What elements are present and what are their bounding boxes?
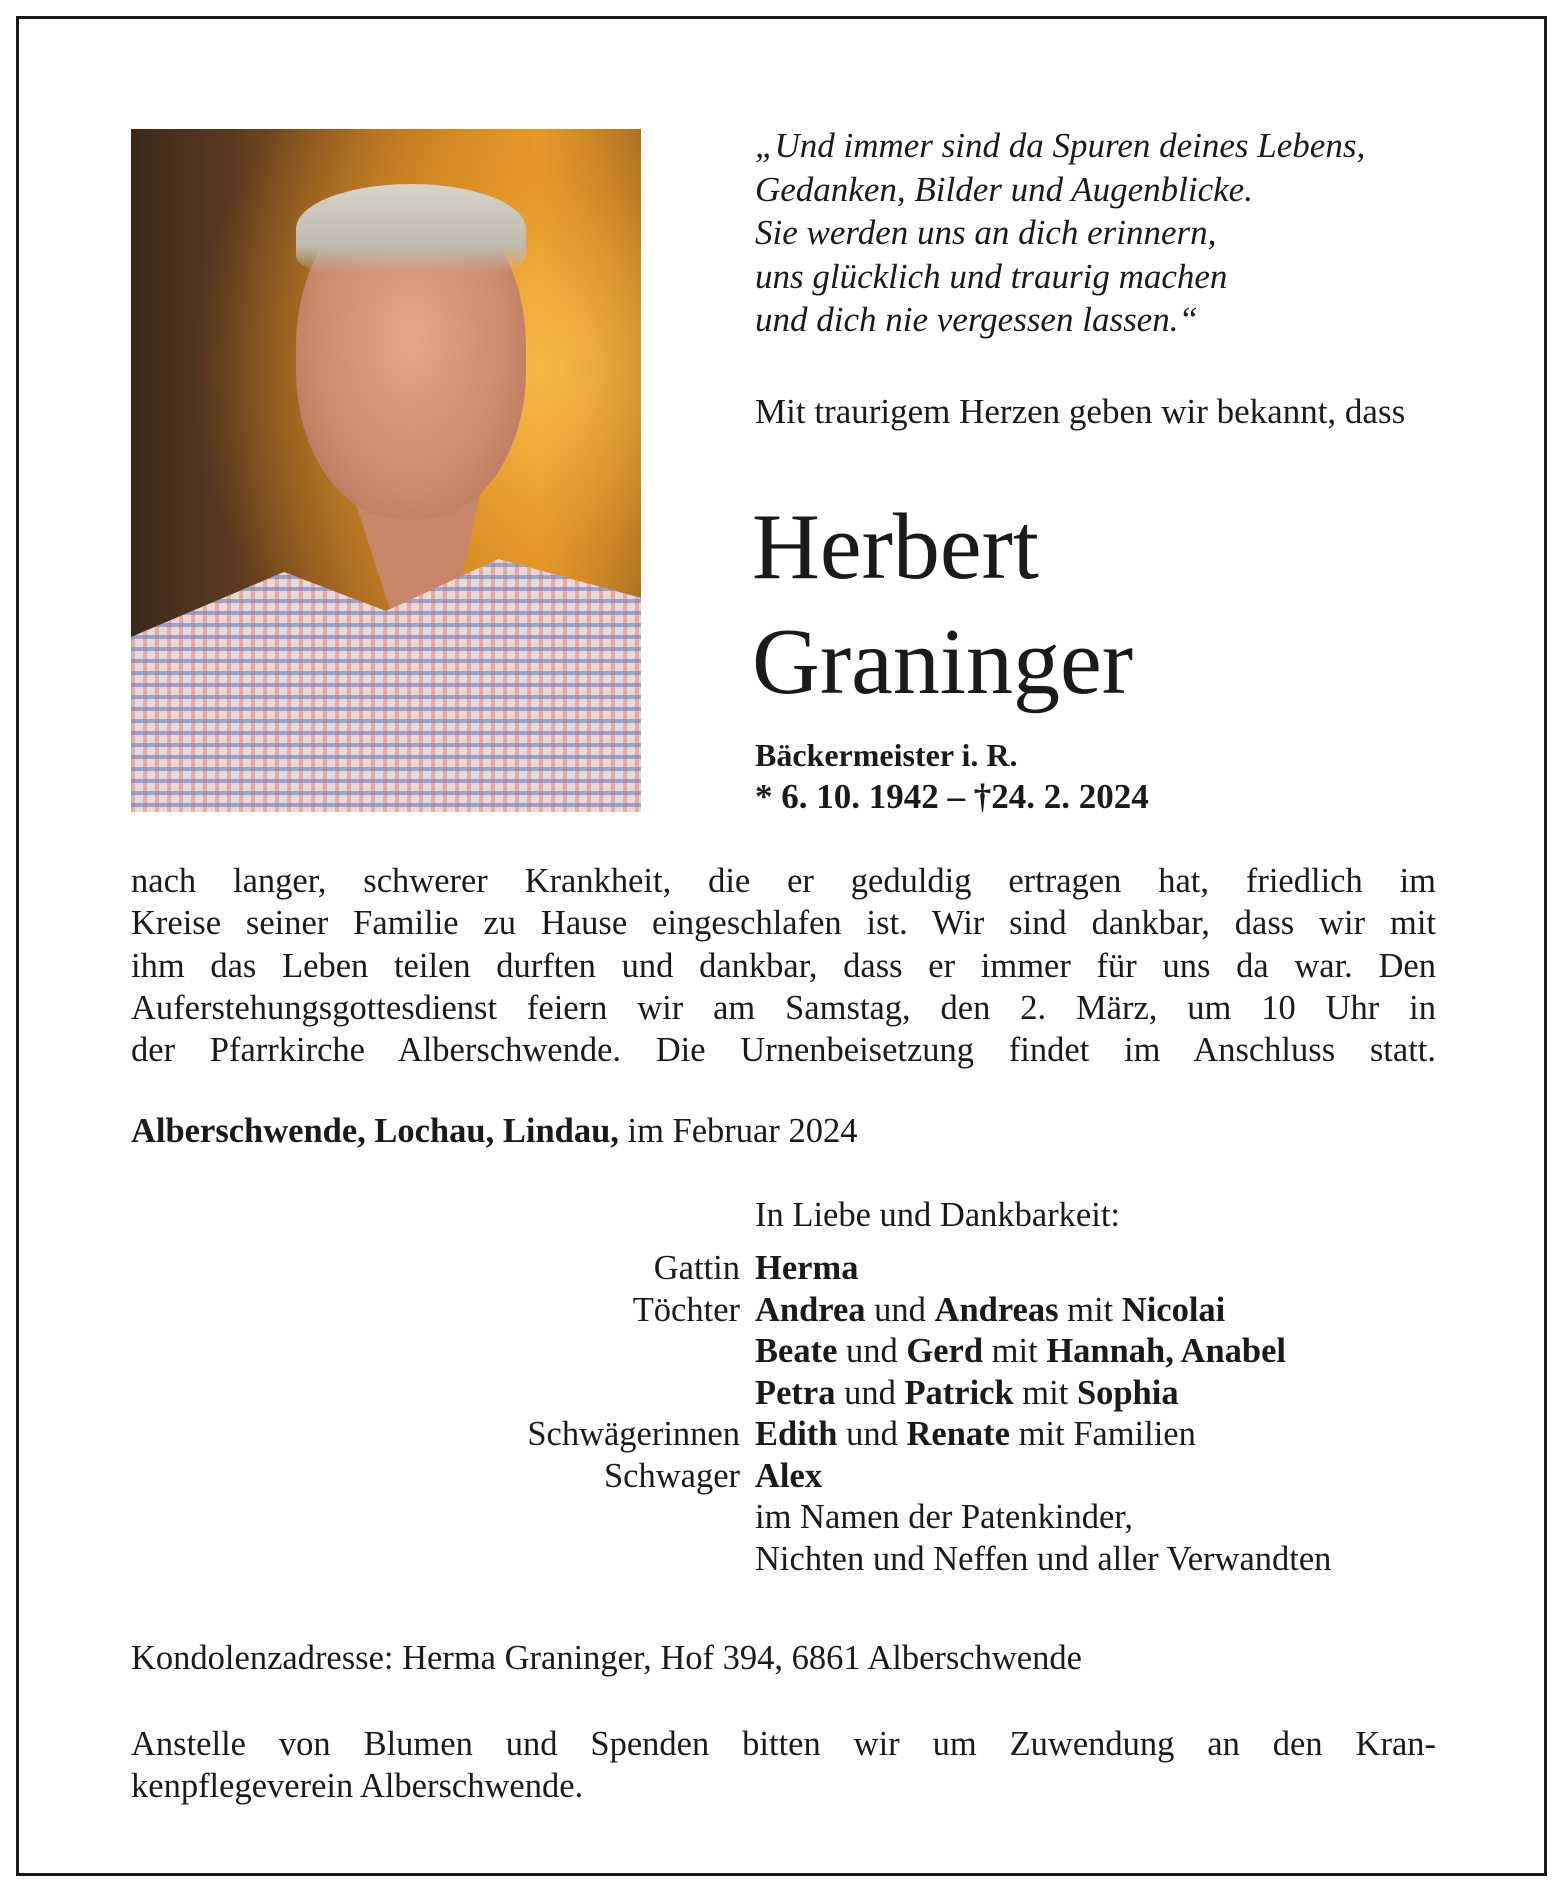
relatives [755, 1456, 822, 1498]
connector-text: und [837, 1332, 907, 1370]
connector-text: mit [1058, 1290, 1122, 1329]
relative-name: Andreas [934, 1290, 1059, 1329]
connector-text: und [865, 1290, 935, 1329]
family-row [131, 1414, 1531, 1456]
profession: Bäckermeister i. R. [755, 737, 1018, 773]
relative-name: Edith [755, 1415, 838, 1453]
relative-name: Nicolai [1121, 1290, 1226, 1329]
connector-text: und [835, 1373, 905, 1412]
body-line: Auferstehungsgottesdienst feiern wir am Samstag, den 2. März, um 10 Uhr in [131, 988, 1436, 1027]
quote-line: „Und immer sind da Spuren deines Lebens, [755, 126, 1366, 165]
body-line: der Pfarrkirche Alberschwende. Die Urnenbeisetzung findet im Anschluss statt. [131, 1031, 1436, 1070]
relative-name: Petra [755, 1373, 836, 1412]
body-line: ihm das Leben teilen durften und dankbar, dass er immer für uns da war. Den [131, 946, 1436, 985]
body-line: nach langer, schwerer Krankheit, die er geduldig ertragen hat, friedlich im [131, 862, 1436, 900]
date: im Februar 2024 [618, 1112, 858, 1150]
place-date [131, 1110, 857, 1152]
relative-name: Andrea [755, 1290, 866, 1329]
quote-line: und dich nie vergessen lassen.“ [755, 300, 1198, 339]
relation-label: Töchter [632, 1290, 740, 1329]
connector-text: im Namen der Patenkinder, [755, 1498, 1134, 1536]
family-row [131, 1539, 1531, 1581]
relatives [755, 1539, 1331, 1581]
family-row [131, 1456, 1531, 1498]
towns: Alberschwende, Lochau, Lindau, [131, 1112, 619, 1150]
family-row [131, 1248, 1531, 1290]
relation-label [131, 1539, 755, 1581]
first-name: Herbert [752, 495, 1040, 599]
connector-text: mit [983, 1332, 1047, 1370]
relation-label [131, 1331, 755, 1373]
in-love-heading: In Liebe und Dankbarkeit: [755, 1196, 1120, 1234]
connector-text: Nichten und Neffen und aller Verwandten [755, 1539, 1332, 1578]
connector-text: mit Familien [1009, 1415, 1196, 1453]
connector-text: und [837, 1415, 907, 1453]
body-line: Kreise seiner Familie zu Hause eingeschlafen ist. Wir sind dankbar, dass wir mit [131, 904, 1436, 943]
relation-label [131, 1497, 755, 1539]
family-row [131, 1497, 1531, 1539]
relation-label: Schwager [603, 1456, 740, 1495]
last-name: Graninger [752, 610, 1134, 714]
life-dates: * 6. 10. 1942 – †24. 2. 2024 [755, 777, 1149, 816]
quote-line: uns glücklich und traurig machen [755, 256, 1228, 296]
deceased-name [752, 490, 1133, 720]
announcement-body [131, 860, 1436, 1071]
relation-label: Schwägerinnen [527, 1415, 740, 1453]
condolence-address: Kondolenzadresse: Herma Graninger, Hof 394, 6861 Alberschwende [131, 1639, 1082, 1677]
relative-name: Sophia [1076, 1373, 1179, 1412]
relative-name: Renate [906, 1415, 1010, 1453]
quote-line: Gedanken, Bilder und Augenblicke. [755, 169, 1253, 209]
donation-line: kenpflegeverein Alberschwende. [131, 1767, 584, 1805]
relation-label [131, 1373, 755, 1415]
relatives [755, 1497, 1133, 1539]
relatives [755, 1331, 1286, 1373]
donation-line: Anstelle von Blumen und Spenden bitten wir um Zuwendung an den Kran- [131, 1725, 1436, 1763]
relative-name: Alex [755, 1456, 823, 1495]
connector-text: mit [1013, 1373, 1077, 1412]
relative-name: Beate [755, 1332, 838, 1370]
relative-name: Patrick [904, 1373, 1014, 1412]
donation-note [131, 1723, 1436, 1807]
relatives [755, 1290, 1225, 1332]
deceased-info [755, 734, 1149, 818]
relatives [755, 1248, 858, 1290]
memorial-quote [755, 124, 1365, 342]
family-list [131, 1248, 1531, 1580]
relatives [755, 1414, 1196, 1456]
relative-name: Hannah, Anabel [1046, 1332, 1286, 1370]
relation-label: Gattin [653, 1249, 740, 1287]
family-row [131, 1331, 1531, 1373]
family-row [131, 1373, 1531, 1415]
relative-name: Gerd [906, 1332, 984, 1370]
intro-text: Mit traurigem Herzen geben wir bekannt, dass [755, 392, 1406, 431]
portrait-photo [131, 129, 641, 812]
relative-name: Herma [755, 1249, 859, 1287]
family-row [131, 1290, 1531, 1332]
quote-line: Sie werden uns an dich erinnern, [755, 213, 1217, 252]
relatives [755, 1373, 1179, 1415]
